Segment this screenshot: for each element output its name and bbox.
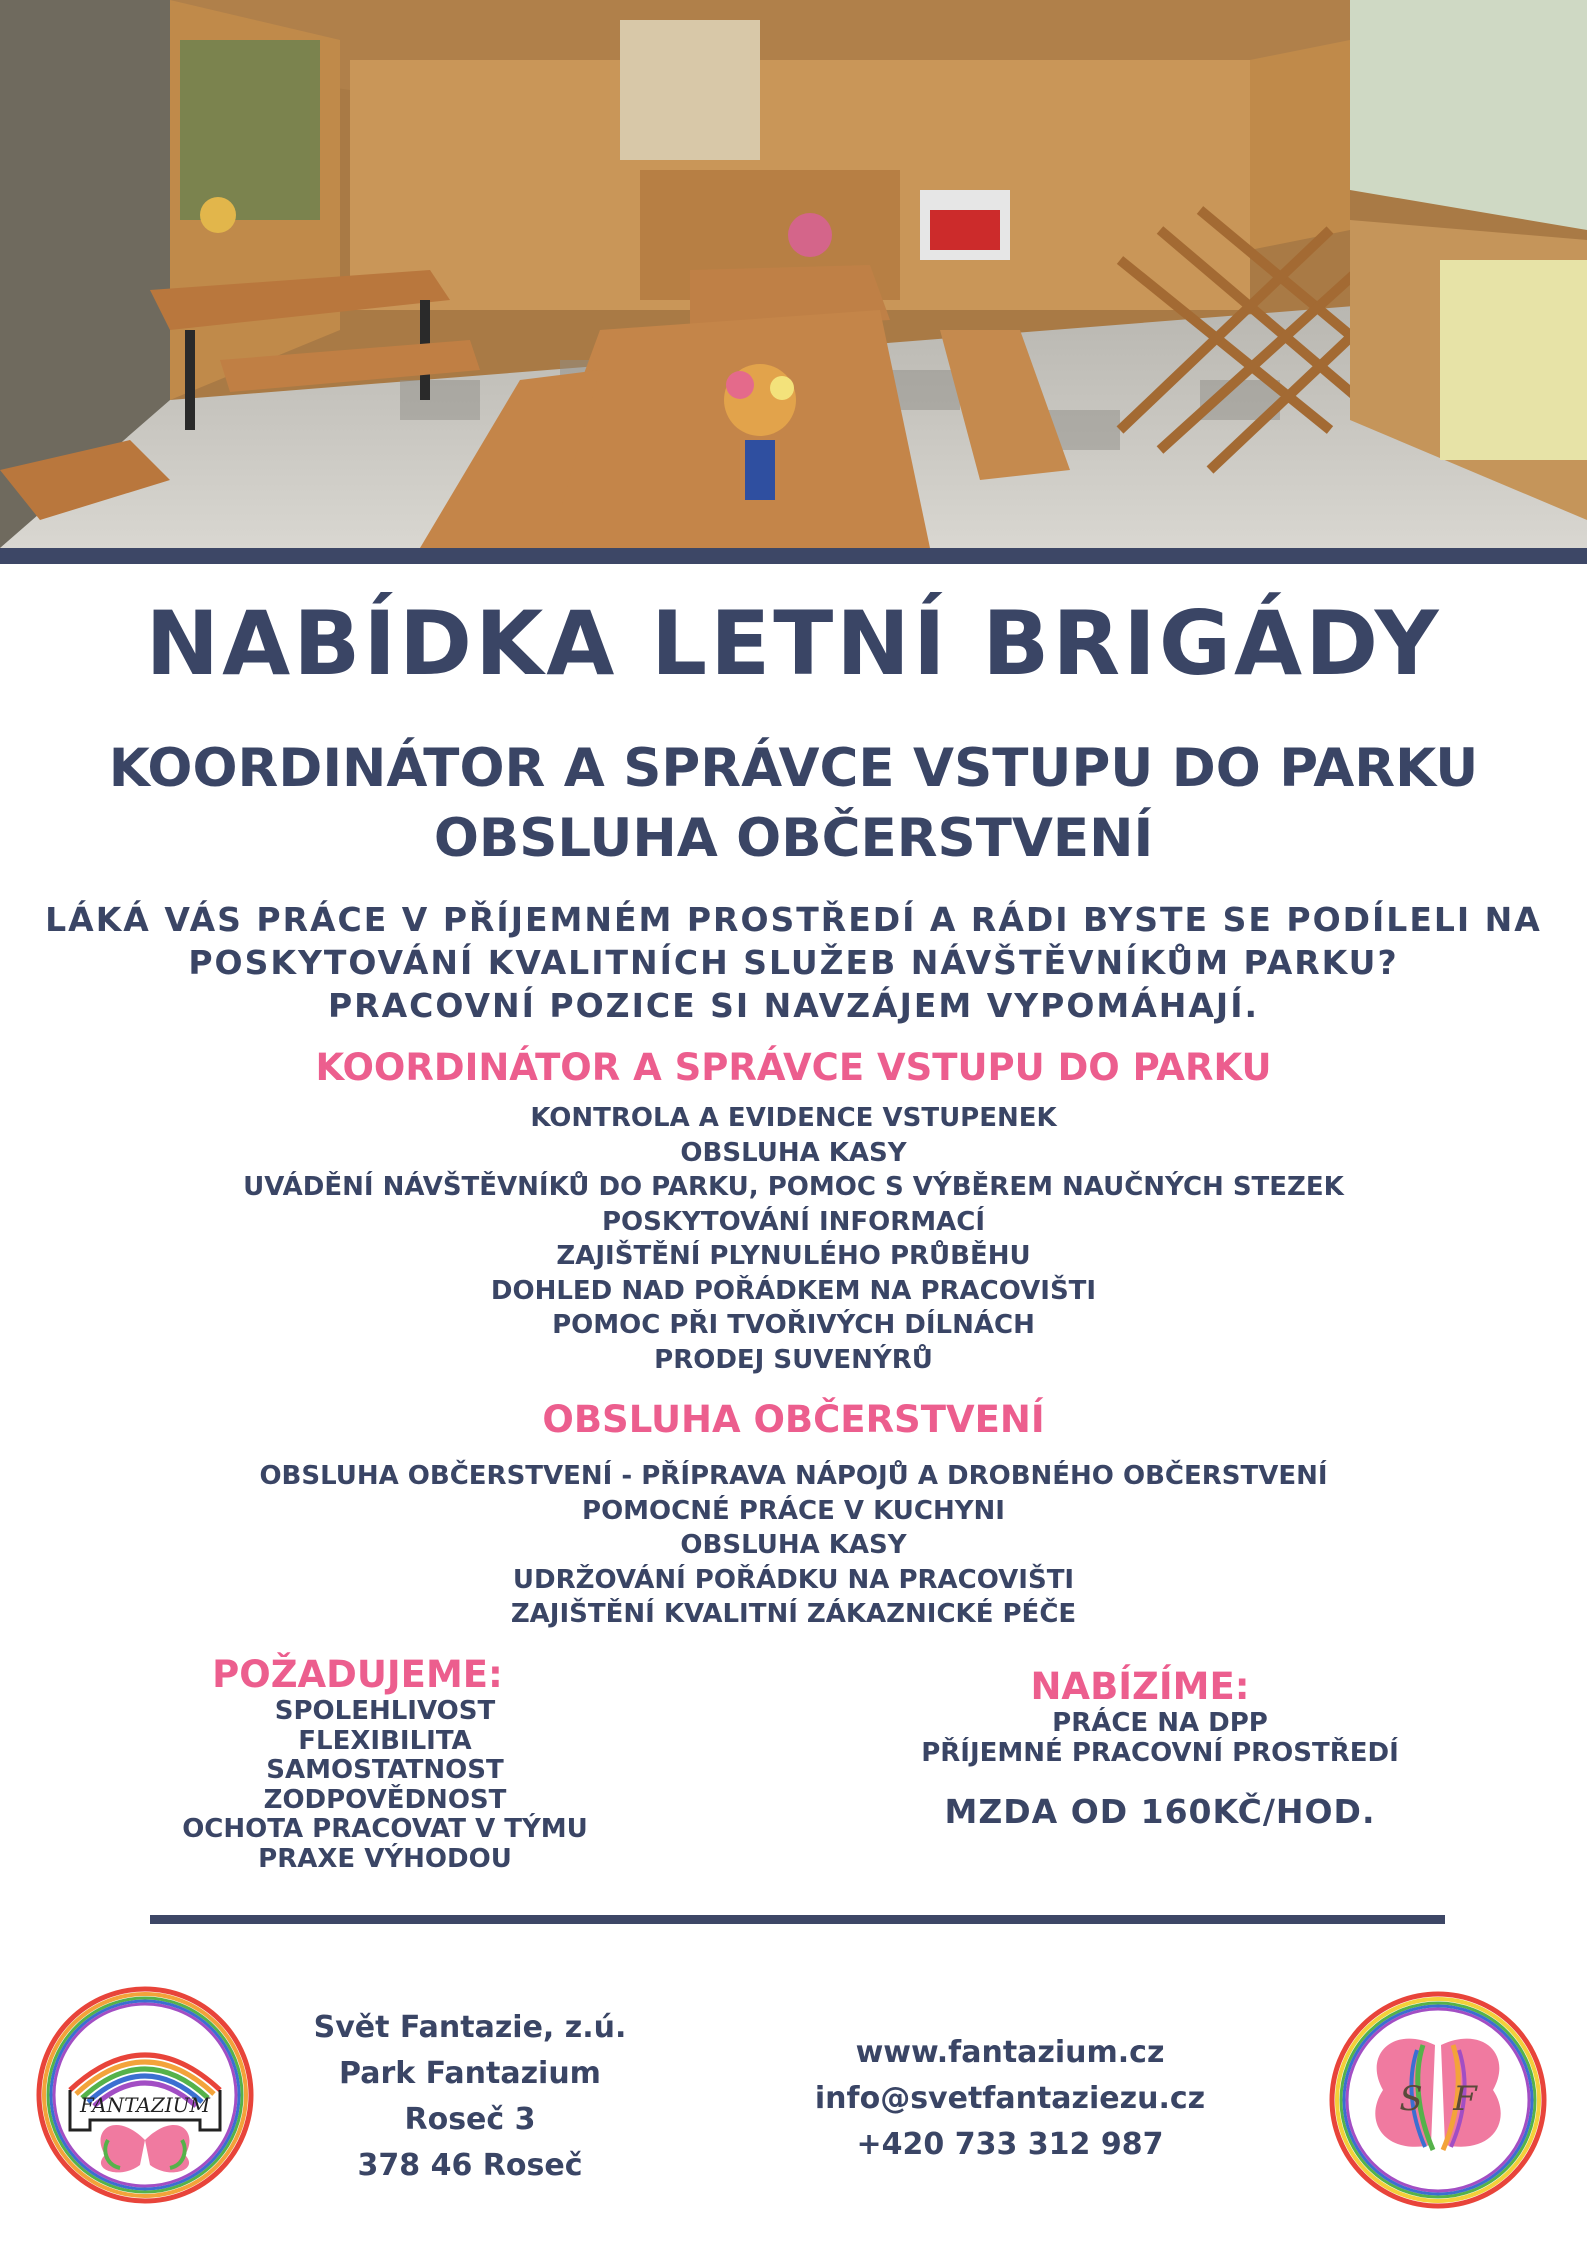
fantazium-logo	[30, 1980, 260, 2210]
list-item: OCHOTA PRACOVAT V TÝMU	[182, 1814, 588, 1844]
website-link[interactable]: www.fantazium.cz	[855, 2035, 1165, 2070]
offer-list	[890, 1709, 1430, 1768]
fantazium-logo-icon	[30, 1980, 260, 2210]
coordinator-duties-list	[0, 1101, 1587, 1377]
intro-line: PRACOVNÍ POZICE SI NAVZÁJEM VYPOMÁHAJÍ.	[327, 986, 1260, 1025]
intro-text	[0, 898, 1587, 1027]
cafe-interior-photo	[0, 0, 1587, 548]
list-item: PRODEJ SUVENÝRŮ	[654, 1344, 933, 1375]
list-item: OBSLUHA KASY	[680, 1530, 907, 1560]
organization-name: Svět Fantazie, z.ú.	[313, 2010, 627, 2045]
list-item: ZAJIŠTĚNÍ KVALITNÍ ZÁKAZNICKÉ PÉČE	[510, 1599, 1077, 1629]
footer-divider	[150, 1915, 1445, 1924]
list-item: FLEXIBILITA	[298, 1725, 472, 1756]
logo-letter-f: F	[1453, 2079, 1477, 2119]
list-item: POMOC PŘI TVOŘIVÝCH DÍLNÁCH	[552, 1310, 1035, 1340]
email-link[interactable]: info@svetfantaziezu.cz	[814, 2081, 1206, 2116]
requirements-heading: POŽADUJEME:	[212, 1653, 503, 1696]
section-heading-refreshment: OBSLUHA OBČERSTVENÍ	[542, 1398, 1045, 1441]
logo-letter-s: S	[1399, 2079, 1423, 2119]
list-item: POSKYTOVÁNÍ INFORMACÍ	[601, 1206, 986, 1237]
position-title-refreshment: OBSLUHA OBČERSTVENÍ	[433, 808, 1154, 869]
photo-divider	[0, 548, 1587, 564]
list-item: OBSLUHA OBČERSTVENÍ - PŘÍPRAVA NÁPOJŮ A DROBNÉHO OBČERSTVENÍ	[259, 1461, 1328, 1491]
contact-block	[790, 2030, 1230, 2168]
intro-line: LÁKÁ VÁS PRÁCE V PŘÍJEMNÉM PROSTŘEDÍ A RÁDI BYSTE SE PODÍLELI NA	[45, 900, 1542, 939]
page-title: NABÍDKA LETNÍ BRIGÁDY	[145, 592, 1442, 695]
wage-text: MZDA OD 160KČ/HOD.	[944, 1792, 1376, 1831]
header-photo	[0, 0, 1587, 548]
list-item: OBSLUHA KASY	[680, 1137, 907, 1168]
list-item: PŘÍJEMNÉ PRACOVNÍ PROSTŘEDÍ	[921, 1737, 1399, 1768]
svet-fantazie-logo	[1323, 1985, 1553, 2215]
phone-number[interactable]: +420 733 312 987	[856, 2127, 1164, 2162]
logo-text: FANTAZIUM	[80, 2093, 210, 2117]
offer-block	[890, 1665, 1430, 1831]
list-item: SPOLEHLIVOST	[274, 1696, 496, 1726]
list-item: ZAJIŠTĚNÍ PLYNULÉHO PRŮBĚHU	[556, 1241, 1031, 1271]
list-item: PRÁCE NA DPP	[1052, 1708, 1268, 1738]
park-name: Park Fantazium	[339, 2056, 601, 2091]
list-item: DOHLED NAD POŘÁDKEM NA PRACOVIŠTI	[490, 1275, 1097, 1306]
requirements-block	[150, 1653, 620, 1874]
section-heading-coordinator: KOORDINÁTOR A SPRÁVCE VSTUPU DO PARKU	[315, 1046, 1272, 1089]
intro-line: POSKYTOVÁNÍ KVALITNÍCH SLUŽEB NÁVŠTĚVNÍKŮM PARKU?	[188, 943, 1399, 982]
postal-address: 378 46 Roseč	[357, 2148, 583, 2183]
requirements-list	[150, 1697, 620, 1874]
position-title-coordinator: KOORDINÁTOR A SPRÁVCE VSTUPU DO PARKU	[108, 738, 1479, 799]
list-item: UVÁDĚNÍ NÁVŠTĚVNÍKŮ DO PARKU, POMOC S VÝBĚREM NAUČNÝCH STEZEK	[243, 1172, 1344, 1202]
list-item: KONTROLA A EVIDENCE VSTUPENEK	[530, 1103, 1057, 1133]
list-item: SAMOSTATNOST	[266, 1755, 504, 1785]
address-block	[300, 2005, 640, 2189]
list-item: PRAXE VÝHODOU	[258, 1843, 512, 1874]
refreshment-duties-list	[0, 1459, 1587, 1632]
list-item: ZODPOVĚDNOST	[263, 1784, 507, 1815]
list-item: POMOCNÉ PRÁCE V KUCHYNI	[582, 1495, 1005, 1526]
street-address: Roseč 3	[404, 2102, 536, 2137]
list-item: UDRŽOVÁNÍ POŘÁDKU NA PRACOVIŠTI	[512, 1564, 1075, 1595]
offer-heading: NABÍZÍME:	[1030, 1665, 1250, 1708]
butterfly-logo-icon	[1323, 1985, 1553, 2215]
